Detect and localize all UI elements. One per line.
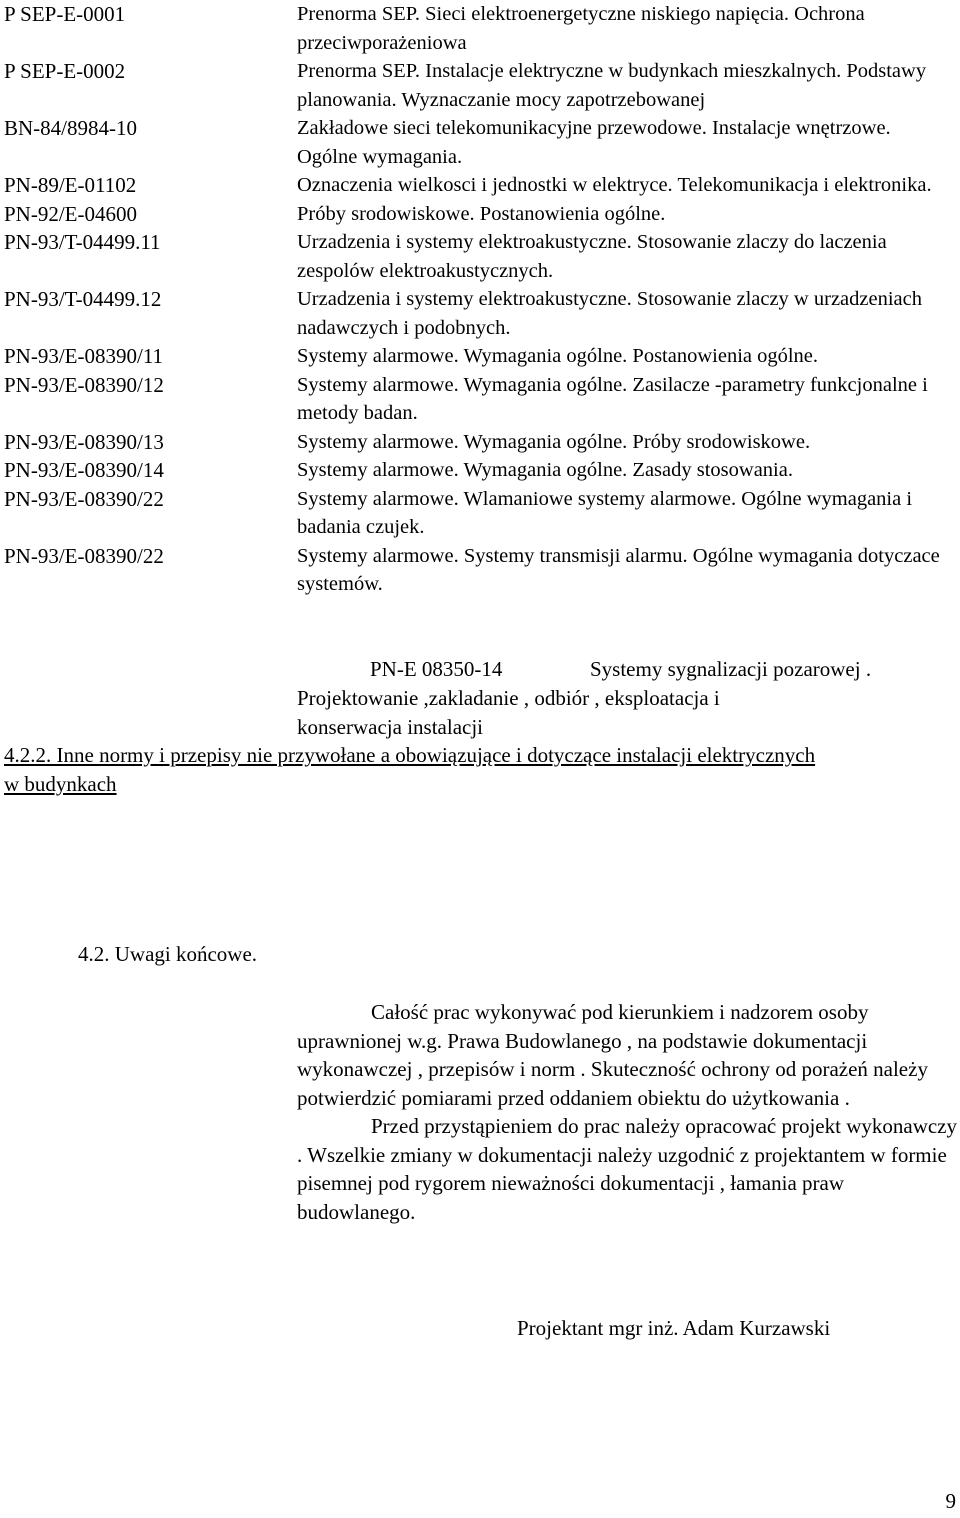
norm-title: Systemy alarmowe. Wymagania ogólne. Zasilacze -parametry funkcjonalne i metody badan. [297,373,928,424]
norm-title: Systemy alarmowe. Wymagania ogólne. Postanowienia ogólne. [297,345,819,367]
norm-code: PN-93/E-08390/14 [4,458,164,482]
paragraph: Przed przystąpieniem do prac należy opracować projekt wykonawczy . Wszelkie zmiany w dokumentacji należy uzgodnić z projektantem w formie pisemnej pod rygorem nieważności dokumentacji , łamania praw budowlanego. [297,1114,958,1224]
norm-title: Prenorma SEP. Sieci elektroenergetyczne niskiego napięcia. Ochrona przeciwporażeniowa [297,3,865,54]
norm-code: P SEP-E-0001 [4,2,126,26]
pne-norm-line [370,655,871,684]
norm-row [4,200,954,229]
norm-code: PN-93/E-08390/13 [4,429,164,454]
norm-title: Oznaczenia wielkosci i jednostki w elektryce. Telekomunikacja i elektronika. [297,174,932,196]
norm-code: PN-92/E-04600 [4,201,137,226]
norm-row [4,285,954,342]
pne-norm-continuation-line: konserwacja instalacji [297,714,484,739]
norm-row [4,485,954,542]
norm-code: P SEP-E-0002 [4,59,126,83]
norms-list [4,0,954,599]
norm-row [4,428,954,457]
pne-norm-continuation-line: Projektowanie ,zakladanie , odbiór , eksploatacja i [297,686,720,710]
norm-row [4,342,954,371]
norm-row [4,228,954,285]
norm-title: Systemy alarmowe. Systemy transmisji alarmu. Ogólne wymagania dotyczace systemów. [297,544,940,595]
norm-title: Urzadzenia i systemy elektroakustyczne. Stosowanie zlaczy w urzadzeniach nadawczych i podobnych. [297,288,922,339]
norm-code: PN-89/E-01102 [4,173,137,197]
paragraph: Całość prac wykonywać pod kierunkiem i nadzorem osoby uprawnionej w.g. Prawa Budowlanego , na podstawie dokumentacji wykonawczej , przepisów i norm . Skuteczność ochrony od porażeń należy potwierdzić pomiarami przed oddaniem obiektu do użytkowania . [297,1000,928,1110]
norm-code: PN-93/T-04499.12 [4,287,162,311]
norm-title: Systemy alarmowe. Wymagania ogólne. Zasady stosowania. [297,459,793,481]
page-number: 9 [945,1489,956,1513]
norm-code: PN-93/T-04499.11 [4,230,161,254]
norm-row [4,542,954,599]
norm-row [4,0,954,57]
norm-title: Systemy alarmowe. Wlamaniowe systemy alarmowe. Ogólne wymagania i badania czujek. [297,487,913,538]
pne-norm-title: Systemy sygnalizacji pozarowej . [590,657,872,681]
norm-code: PN-93/E-08390/12 [4,372,164,397]
norm-row [4,57,954,114]
norm-code: PN-93/E-08390/22 [4,486,164,511]
norm-code: PN-93/E-08390/22 [4,543,164,568]
designer-signature: Projektant mgr inż. Adam Kurzawski [517,1316,831,1340]
section-heading-4-2: 4.2. Uwagi końcowe. [78,942,258,966]
norm-code: PN-93/E-08390/11 [4,344,164,368]
pne-norm-code: PN-E 08350-14 [370,657,503,681]
norm-row [4,371,954,428]
pne-norm-continuation [297,684,917,741]
norm-code: BN-84/8984-10 [4,116,137,140]
norm-title: Urzadzenia i systemy elektroakustyczne. Stosowanie zlaczy do laczenia zespolów elektroakustycznych. [297,231,887,282]
norm-row [4,114,954,171]
norm-title: Próby srodowiskowe. Postanowienia ogólne. [297,202,666,225]
final-remarks [297,998,957,1226]
norm-title: Prenorma SEP. Instalacje elektryczne w budynkach mieszkalnych. Podstawy planowania. Wyznaczanie mocy zapotrzebowanej [297,60,927,111]
norm-row [4,456,954,485]
section-heading-4-2-2: 4.2.2. Inne normy i przepisy nie przywołane a obowiązujące i dotyczące instalacji elektrycznych w budynkach [4,743,816,796]
norm-title: Systemy alarmowe. Wymagania ogólne. Próby srodowiskowe. [297,430,811,453]
norm-title: Zakładowe sieci telekomunikacyjne przewodowe. Instalacje wnętrzowe. Ogólne wymagania. [297,117,891,168]
norm-row [4,171,954,200]
